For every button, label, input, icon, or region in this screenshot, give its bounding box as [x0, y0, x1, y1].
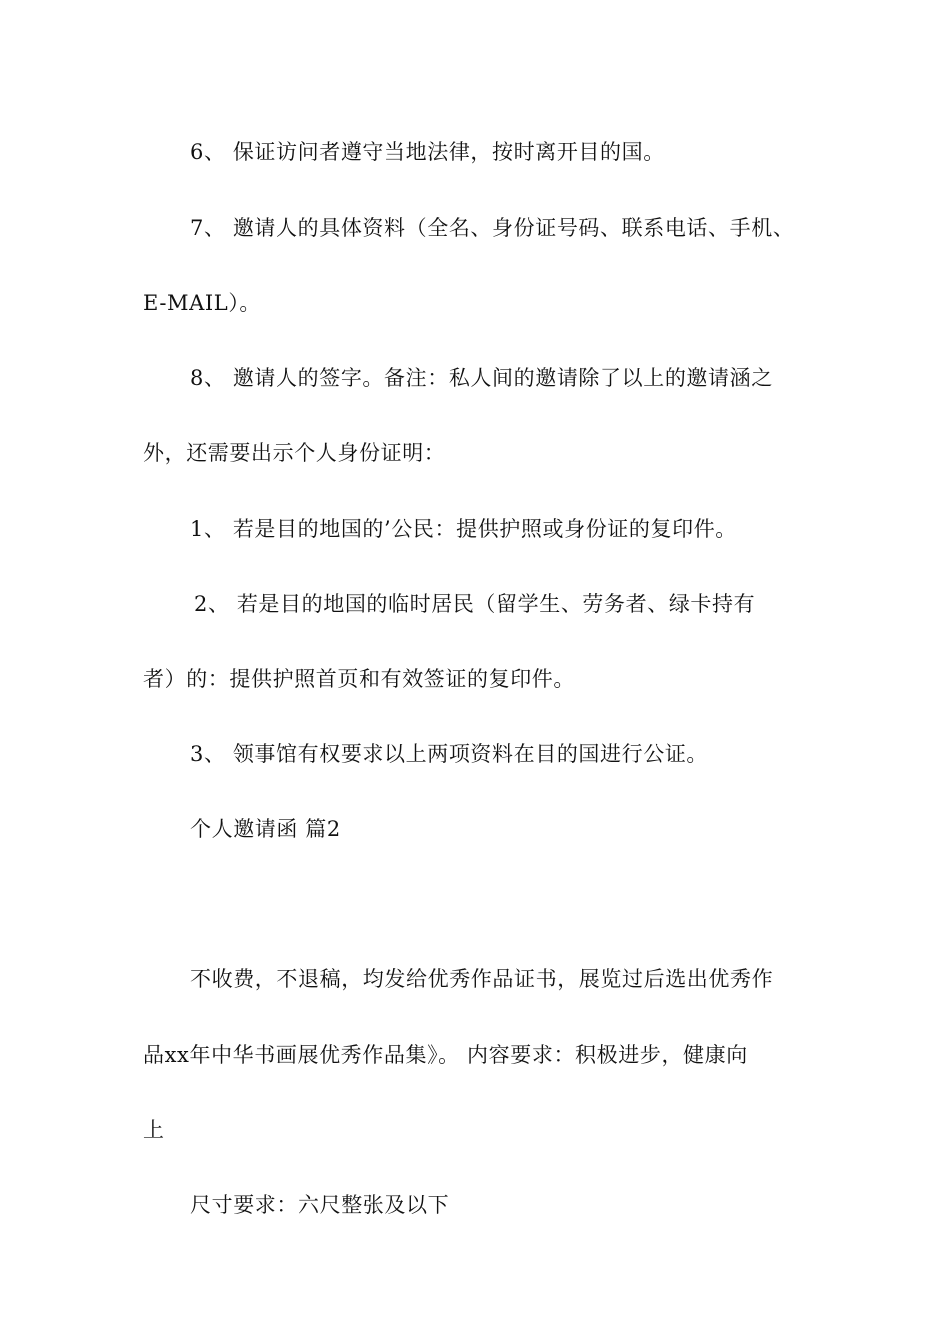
section-heading: 个人邀请函 篇2 [190, 817, 341, 841]
list-item-3: 3、 领事馆有权要求以上两项资料在目的国进行公证。 [190, 742, 709, 766]
list-item-6: 6、 保证访问者遵守当地法律，按时离开目的国。 [190, 140, 665, 164]
list-item-7: 7、 邀请人的具体资料（全名、身份证号码、联系电话、手机、 [190, 216, 795, 240]
list-item-8: 8、 邀请人的签字。备注：私人间的邀请除了以上的邀请涵之 [190, 366, 773, 390]
list-item-8-continued: 外，还需要出示个人身份证明： [143, 441, 446, 465]
list-item-2-continued: 者）的：提供护照首页和有效签证的复印件。 [143, 667, 575, 691]
list-item-1: 1、 若是目的地国的’公民：提供护照或身份证的复印件。 [190, 517, 737, 541]
list-item-2: 2、 若是目的地国的临时居民（留学生、劳务者、绿卡持有 [194, 592, 756, 616]
size-requirement: 尺寸要求：六尺整张及以下 [190, 1193, 450, 1217]
list-item-7-continued: E-MAIL）。 [143, 291, 262, 315]
body-paragraph-end: 上 [143, 1118, 165, 1142]
body-paragraph-continued: 品xx年中华书画展优秀作品集》。 内容要求：积极进步，健康向 [143, 1043, 748, 1067]
body-paragraph: 不收费，不退稿，均发给优秀作品证书，展览过后选出优秀作 [190, 967, 774, 991]
